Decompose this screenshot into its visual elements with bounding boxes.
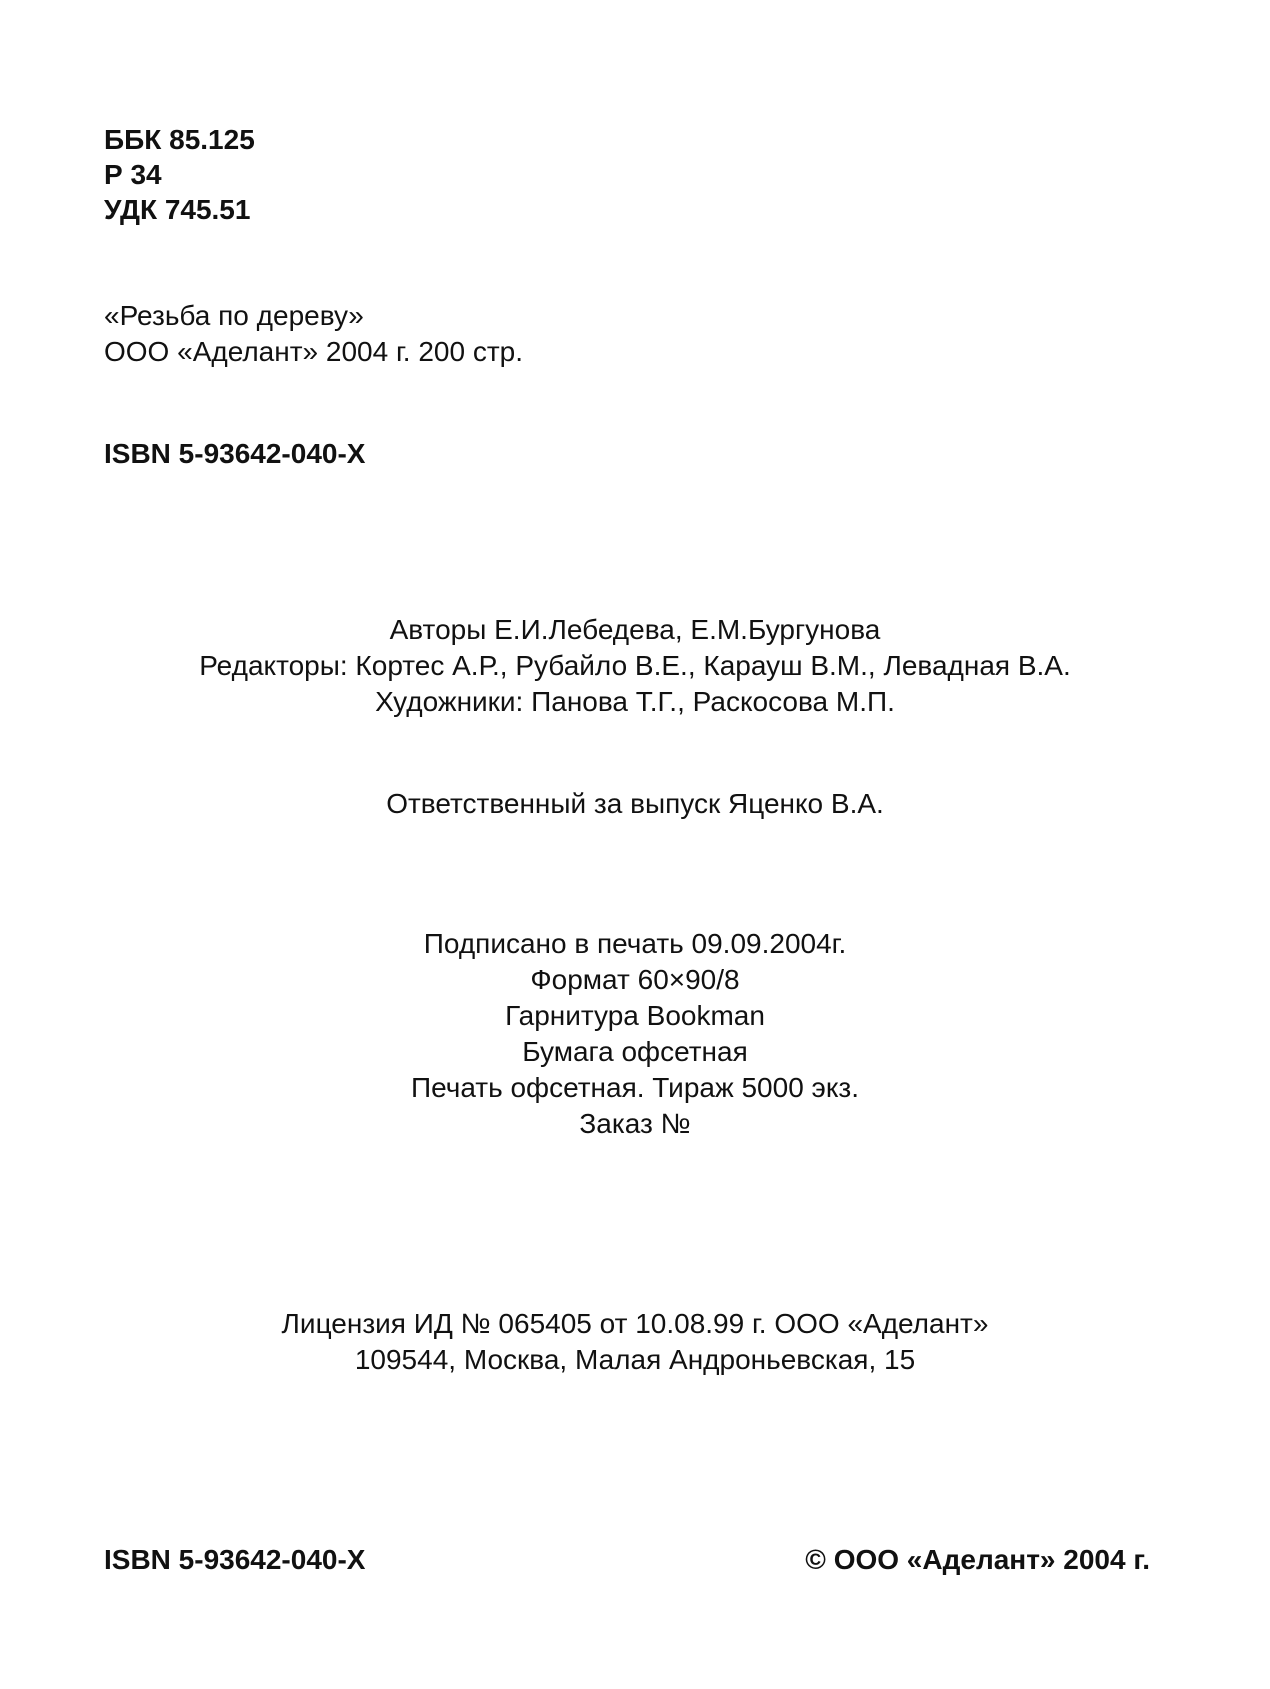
order-line: Заказ №	[579, 1108, 691, 1139]
copyright-text: © ООО «Аделант» 2004 г.	[805, 1544, 1150, 1575]
credits-block	[0, 612, 1270, 720]
editors-line: Редакторы: Кортес А.Р., Рубайло В.Е., Карауш В.М., Левадная В.А.	[199, 650, 1071, 681]
license-line: Лицензия ИД № 065405 от 10.08.99 г. ООО «Аделант»	[281, 1308, 989, 1339]
responsible-line: Ответственный за выпуск Яценко В.А.	[386, 788, 884, 819]
paper-line: Бумага офсетная	[522, 1036, 748, 1067]
address-line: 109544, Москва, Малая Андроньевская, 15	[354, 1344, 916, 1375]
print-run-line: Печать офсетная. Тираж 5000 экз.	[410, 1072, 860, 1103]
footer-copyright	[805, 1542, 1150, 1578]
classification-codes	[104, 122, 255, 227]
isbn-top	[104, 436, 365, 472]
typeface-line: Гарнитура Bookman	[505, 1000, 765, 1031]
format-line: Формат 60×90/8	[530, 964, 740, 995]
license-block	[0, 1306, 1270, 1378]
book-title: «Резьба по дереву»	[104, 300, 364, 331]
print-info-block	[0, 926, 1270, 1142]
footer-isbn	[104, 1542, 365, 1578]
bbk-code: ББК 85.125	[104, 124, 255, 155]
responsible-block	[0, 786, 1270, 822]
signed-line: Подписано в печать 09.09.2004г.	[423, 928, 847, 959]
udk-code: УДК 745.51	[104, 194, 251, 225]
author-mark: Р 34	[104, 159, 162, 190]
isbn-top-text: ISBN 5-93642-040-X	[104, 438, 366, 469]
artists-line: Художники: Панова Т.Г., Раскосова М.П.	[375, 686, 895, 717]
footer-isbn-text: ISBN 5-93642-040-X	[104, 1544, 366, 1575]
publisher-line: ООО «Аделант» 2004 г. 200 стр.	[104, 336, 523, 367]
publication-info	[104, 298, 523, 370]
authors-line: Авторы Е.И.Лебедева, Е.М.Бургунова	[389, 614, 881, 645]
